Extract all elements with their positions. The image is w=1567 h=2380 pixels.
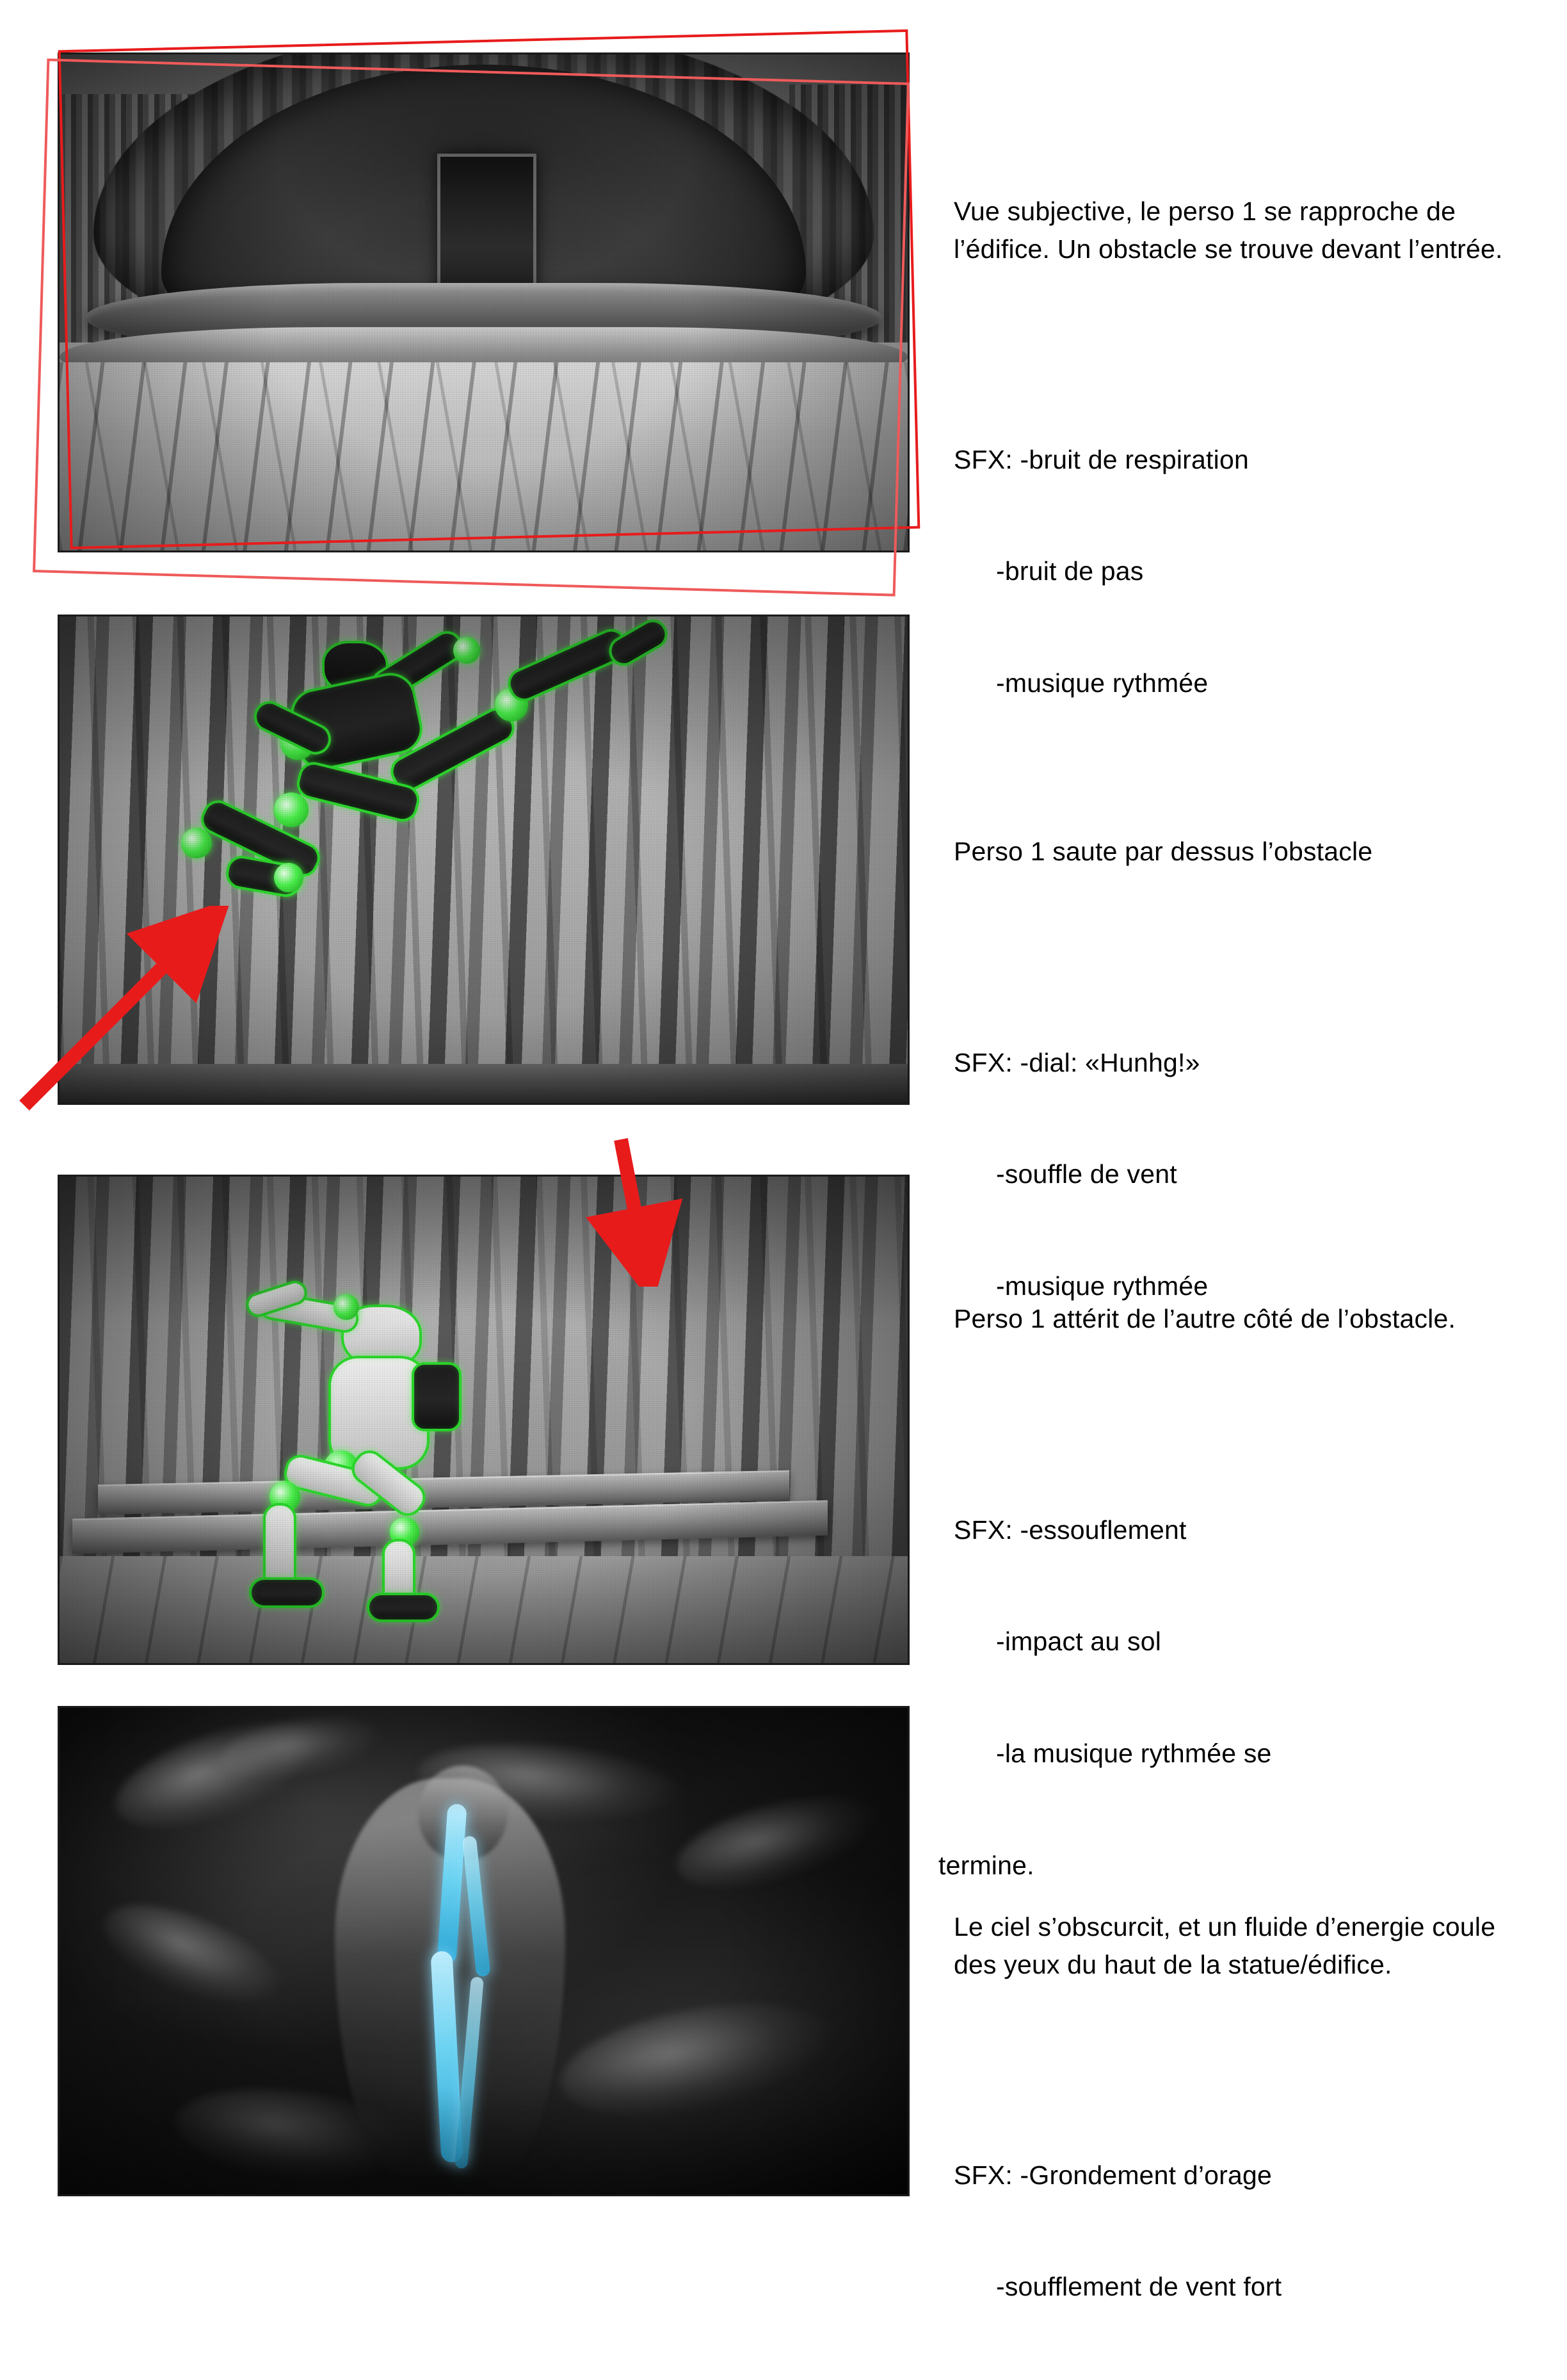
character-knee-joint-left xyxy=(181,828,212,858)
panel-1-description: Vue subjective, le perso 1 se rapproche de l’édifice. Un obstacle se trouve devant l’entrée. xyxy=(954,197,1503,264)
character-perso-1-landing xyxy=(252,1292,584,1612)
panel-2-frame xyxy=(58,615,910,1105)
panel-4-sfx-line-1: -soufflement de vent fort xyxy=(996,2272,1282,2302)
panel-3-sfx-line-2: -la musique rythmée se xyxy=(996,1738,1272,1768)
storyboard-row-1 xyxy=(0,0,1567,698)
panel-4-frame xyxy=(58,1706,910,2196)
panel-2-sfx-line-2: -musique rythmée xyxy=(996,1271,1209,1301)
panel-3-frame xyxy=(58,1175,910,1665)
character-shoulder-joint xyxy=(333,1294,359,1320)
panel-3-sfx-line-1: -impact au sol xyxy=(996,1627,1162,1657)
storyboard-row-2 xyxy=(0,605,1567,1301)
character-backpack xyxy=(412,1362,462,1431)
storyboard-row-4 xyxy=(0,1684,1567,2302)
panel-4-description: Le ciel s’obscurcit, et un fluide d’energie coule des yeux du haut de la statue/édifice. xyxy=(954,1912,1503,1979)
panel-1-sfx-line-1: -bruit de pas xyxy=(996,556,1144,586)
panel-1-sfx-line-2: -musique rythmée xyxy=(996,668,1209,698)
panel-4-sfx-label: SFX: -Grondement d’orage xyxy=(954,2160,1273,2190)
panel-1-sfx-label: SFX: -bruit de respiration xyxy=(954,444,1249,474)
character-foot-left xyxy=(249,1577,325,1608)
panel-3-description: Perso 1 attérit de l’autre côté de l’obstacle. xyxy=(954,1304,1456,1334)
storyboard-row-3 xyxy=(0,1127,1567,1880)
panel-4-notes xyxy=(954,1834,1530,2380)
panel-2-sfx-label: SFX: -dial: «Hunhg!» xyxy=(954,1047,1200,1077)
character-hip-joint xyxy=(274,792,309,827)
panel-3-sfx-label: SFX: -essouflement xyxy=(954,1515,1187,1545)
panel-1-frame xyxy=(58,52,910,552)
character-hand-right-joint xyxy=(453,637,480,664)
panel-2-sfx-line-1: -souffle de vent xyxy=(996,1159,1177,1189)
character-leg-extended-lower xyxy=(503,624,632,706)
character-toe-joint xyxy=(274,863,303,892)
character-perso-1-jumping xyxy=(136,636,712,969)
character-foot-right xyxy=(367,1593,440,1622)
panel-3-sfx-tail: termine. xyxy=(938,1850,1034,1880)
panel-2-description: Perso 1 saute par dessus l’obstacle xyxy=(954,837,1373,867)
